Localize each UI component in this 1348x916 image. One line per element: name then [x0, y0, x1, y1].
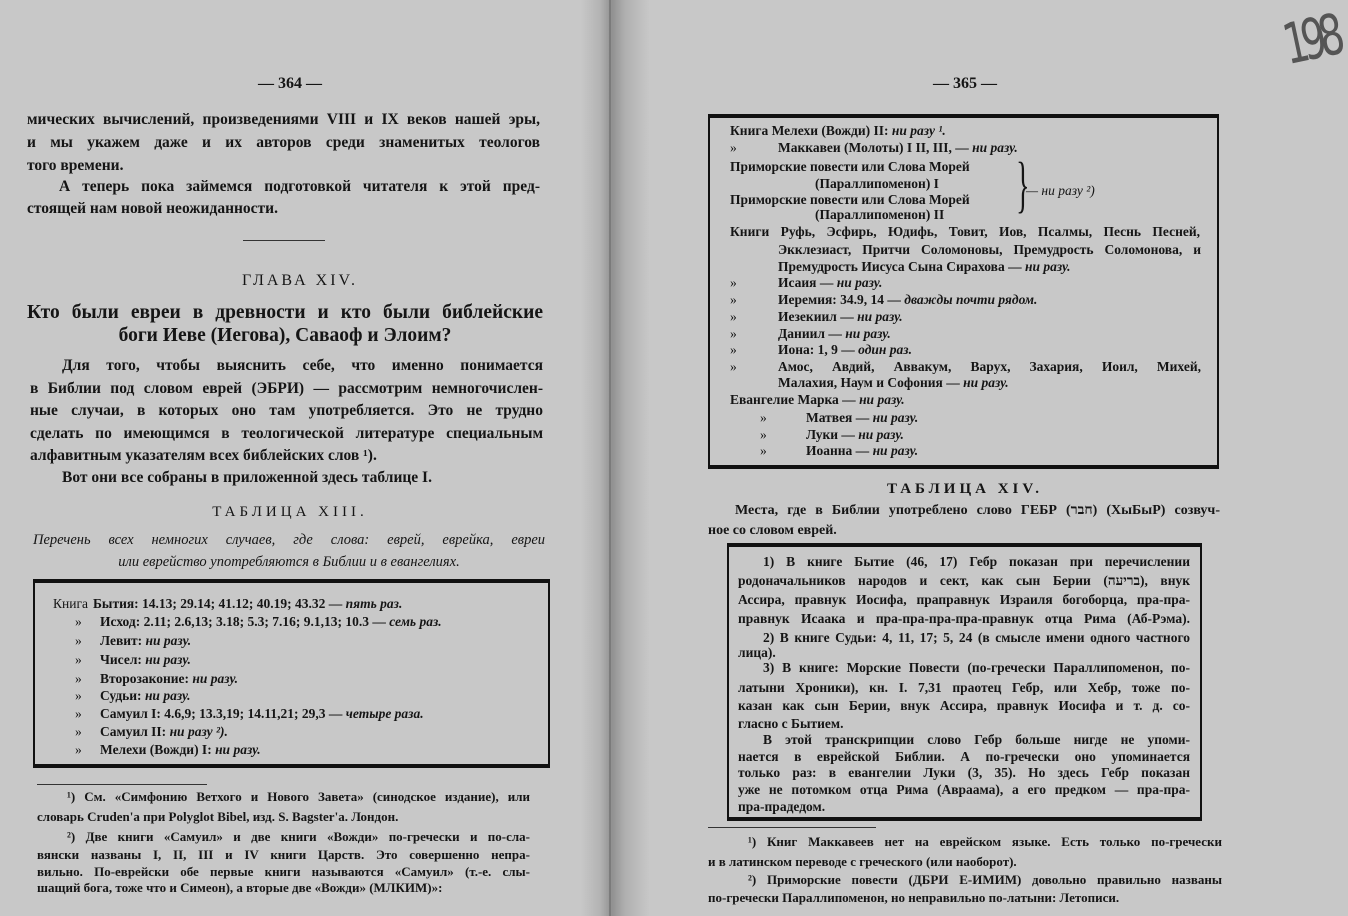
row-text: (Параллипоменон) II	[815, 206, 945, 222]
row-count: пять раз.	[345, 595, 403, 611]
row-text: Иоанна —	[806, 442, 873, 458]
table-row	[730, 360, 1201, 374]
footnote-rule-left	[37, 784, 207, 785]
row-text: Исаия —	[778, 274, 837, 290]
row-text: Бытия: 14.13; 29.14; 41.12; 40.19; 43.32 —	[93, 595, 346, 611]
intro-line: ное со словом еврей.	[708, 523, 837, 539]
footnote-line: ²) Две книги «Самуил» и две книги «Вожди» по-гречески и по-сла-	[67, 828, 530, 844]
row-marker: »	[760, 442, 767, 458]
row-marker: »	[730, 358, 737, 374]
row-marker: »	[730, 139, 737, 155]
footnote-line: ²) Приморские повести (ДБРИ Е-ИМИМ) довольно правильно названы	[748, 871, 1222, 887]
row-marker: »	[730, 308, 737, 324]
row-text: Книги Руфь, Эсфирь, Юдифь, Товит, Иов, Псалмы, Песнь Песней,	[730, 223, 1200, 239]
table-title: ТАБЛИЦА XIV.	[886, 480, 1044, 497]
table-xiv-line: Ассира, правнук Иосифа, праправнук Израиля богоборца, пра-пра-	[738, 591, 1190, 607]
row-marker: »	[730, 325, 737, 341]
table-row	[777, 243, 1201, 257]
page-number: — 365 —	[933, 75, 997, 93]
row-text: Премудрость Иисуса Сына Сирахова —	[778, 258, 1025, 274]
row-text: Судьи:	[100, 687, 145, 703]
footnote-rule-right	[708, 827, 876, 828]
row-text: Чисел:	[100, 651, 146, 667]
book-gutter	[609, 0, 611, 916]
table-xiv-line: В этой транскрипции слово Гебр больше нигде не упоми-	[763, 731, 1190, 747]
row-count: ни разу.	[1024, 258, 1071, 274]
row-text: Второзаконие:	[100, 670, 193, 686]
row-marker: »	[75, 651, 82, 667]
table-xiv-line: лица).	[738, 644, 776, 660]
row-marker: »	[730, 274, 737, 290]
page-number: — 364 —	[258, 75, 322, 93]
row-marker: »	[730, 291, 737, 307]
row-text: Левит:	[100, 632, 146, 648]
chapter-title-line: Кто были евреи в древности и кто были библейские	[27, 302, 543, 324]
handwritten-page-number: 198	[1277, 3, 1344, 78]
footnote-line: и в латинском переводе с греческого (или наоборот).	[708, 853, 1017, 869]
row-count: ни разу ²).	[169, 723, 228, 739]
row-count: ни разу.	[859, 391, 905, 407]
row-marker: »	[75, 705, 82, 721]
table-xiv-line: 1) В книге Бытие (46, 17) Гебр показан при перечислении	[763, 553, 1190, 569]
section-divider	[243, 240, 325, 241]
row-text: Исход: 2.11; 2.6,13; 3.18; 5.3; 7.16; 9.1,13; 10.3 —	[100, 613, 390, 629]
table-xiv-line: уже не потомком отца Рима (Авраама), а его предком — пра-пра-	[738, 781, 1190, 797]
row-marker: »	[75, 670, 82, 686]
row-text: Малахия, Наум и Софония —	[778, 374, 964, 390]
row-text: Приморские повести или Слова Морей	[730, 191, 970, 207]
row-text: Евангелие Марка —	[730, 391, 860, 407]
row-marker: »	[75, 741, 82, 757]
row-marker: Книга	[53, 595, 88, 611]
paragraph-line: стоящей нам новой неожиданности.	[27, 200, 278, 218]
row-text: Иеремия: 34.9, 14 —	[778, 291, 905, 307]
row-count: ни разу.	[845, 325, 891, 341]
intro-line: Места, где в Библии употреблено слово ГЕБР (חבר) (ХыБыР) созвуч-	[735, 503, 1220, 519]
row-marker: »	[760, 409, 767, 425]
row-marker: »	[75, 687, 82, 703]
row-text: Иезекиил —	[778, 308, 858, 324]
table-xiv-line: правнук Исаака и пра-пра-пра-пра-правнук отца Рима (Аб-Рэма).	[738, 610, 1190, 626]
row-marker: »	[730, 341, 737, 357]
row-count: ни разу.	[215, 741, 261, 757]
row-count: ни разу.	[858, 426, 904, 442]
row-count: ни разу.	[145, 632, 192, 648]
row-count: ни разу.	[857, 308, 903, 324]
footnote-line: ¹) Книг Маккавеев нет на еврейском языке. Есть только по-гречески	[748, 833, 1222, 849]
row-count: ни разу ¹.	[891, 122, 946, 138]
footnote-line: ¹) См. «Симфонию Ветхого и Нового Завета» (синодское издание), или	[67, 788, 530, 804]
table-xiv-line: родоначальников народов и сект, как сын Берии (בריעה), внук	[738, 572, 1191, 588]
footnote-line: вильно. По-еврейски обе первые книги называются «Самуил» (т.-е. слы-	[37, 863, 530, 879]
row-count: ни разу.	[145, 651, 191, 667]
row-count: ни разу.	[872, 442, 919, 458]
table-xiv-line: только раз: в евангелии Луки (3, 35). Но здесь Гебр показан	[738, 764, 1190, 780]
row-text: Самуил II:	[100, 723, 170, 739]
chapter-title-line: боги Иеве (Иегова), Саваоф и Элоим?	[118, 325, 452, 347]
row-text: (Параллипоменон) I	[815, 175, 939, 191]
row-text: Даниил —	[778, 325, 846, 341]
row-count: ни разу.	[192, 670, 238, 686]
table-xiv-line: 2) В книге Судьи: 4, 11, 17; 5, 24 (в смысле имени одного частного	[763, 629, 1190, 645]
row-text: Амос, Авдий, Аввакум, Варух, Захария, Иоил, Михей,	[778, 358, 1201, 374]
paragraph-line: ные случаи, в которых оно там употребляется. Это не трудно	[30, 402, 543, 420]
row-marker: »	[760, 426, 767, 442]
row-text: Приморские повести или Слова Морей	[730, 158, 970, 174]
paragraph-line: и мы укажем даже и их авторов среди знаменитых теологов	[27, 134, 540, 152]
paragraph-line: Для того, чтобы выяснить себе, что именно понимается	[62, 357, 543, 375]
row-marker: »	[75, 632, 82, 648]
row-text: Матвея —	[806, 409, 873, 425]
row-count: ни разу.	[972, 139, 1018, 155]
row-text: Маккавеи (Молоты) I II, III, —	[778, 139, 973, 155]
table-xiv-line: гласно с Бытием.	[738, 715, 844, 731]
table-xiv-line: 3) В книге: Морские Повести (по-гречески Параллипоменон, по-	[763, 659, 1190, 675]
row-count: ни разу.	[963, 374, 1009, 390]
footnote-line: вянски названы I, II, III и IV книги Царств. Это совершенно непра-	[37, 846, 530, 862]
row-count: семь раз.	[389, 613, 442, 629]
row-text: Самуил I: 4.6,9; 13.3,19; 14.11,21; 29,3 —	[100, 705, 346, 721]
footnote-line: по-гречески Параллипоменон, но неправильно по-латыни: Летописи.	[708, 889, 1120, 905]
paragraph-line: Вот они все собраны в приложенной здесь таблице I.	[62, 469, 432, 487]
brace-note: — ни разу ²)	[1026, 182, 1095, 198]
row-count: ни разу.	[872, 409, 919, 425]
paragraph-line: алфавитным указателям всех библейских слов ¹).	[30, 447, 377, 465]
row-text: Экклезиаст, Притчи Соломоновы, Премудрость Соломонова, и	[778, 241, 1201, 257]
row-marker: »	[75, 613, 82, 629]
paragraph-line: мических вычислений, произведениями VIII и IX веков нашей эры,	[27, 111, 540, 129]
row-count: четыре раза.	[345, 705, 424, 721]
row-count: ни разу.	[836, 274, 883, 290]
footnote-line: шащий бога, тоже что и Симеон), а вторые две «Вожди» (МЛКИМ)»:	[37, 879, 443, 895]
table-xiv-line: нается в еврейской Библии. А по-гречески оно упоминается	[738, 748, 1190, 764]
brace-symbol: }	[1016, 151, 1030, 219]
paragraph-line: А теперь пока займемся подготовкой читателя к этой пред-	[59, 178, 540, 196]
table-xiv-line: латыни Хроники), кн. I. 7,31 праотец Гебр, или Хебр, тоже по-	[738, 679, 1190, 695]
chapter-heading: ГЛАВА XIV.	[241, 272, 359, 290]
row-text: Луки —	[806, 426, 859, 442]
table-subtitle-line: Перечень всех немногих случаев, где слова: еврей, еврейка, евреи	[33, 532, 545, 549]
row-text: Мелехи (Вожди) I:	[100, 741, 216, 757]
paragraph-line: сделать по имеющимся в теологической литературе специальным	[30, 425, 543, 443]
row-count: дважды почти рядом.	[904, 291, 1038, 307]
table-subtitle-line: или еврейство употребляются в Библии и в евангелиях.	[118, 554, 460, 571]
row-text: Иона: 1, 9 —	[778, 341, 859, 357]
footnote-line: словарь Cruden'a при Polyglot Bibel, изд. S. Bagster'a. Лондон.	[37, 808, 399, 824]
row-count: один раз.	[858, 341, 912, 357]
row-count: ни разу.	[144, 687, 191, 703]
row-marker: »	[75, 723, 82, 739]
table-row	[729, 225, 1200, 239]
table-title: ТАБЛИЦА XIII.	[212, 503, 368, 520]
row-text: Книга Мелехи (Вожди) II:	[730, 122, 892, 138]
paragraph-line: того времени.	[27, 157, 124, 175]
table-xiv-line: казан как сын Берии, внук Ассира, правнук Иосифа и т. д. со-	[738, 697, 1190, 713]
table-xiv-line: пра-прадедом.	[738, 798, 826, 814]
paragraph-line: в Библии под словом еврей (ЭБРИ) — рассмотрим немногочислен-	[30, 380, 543, 398]
